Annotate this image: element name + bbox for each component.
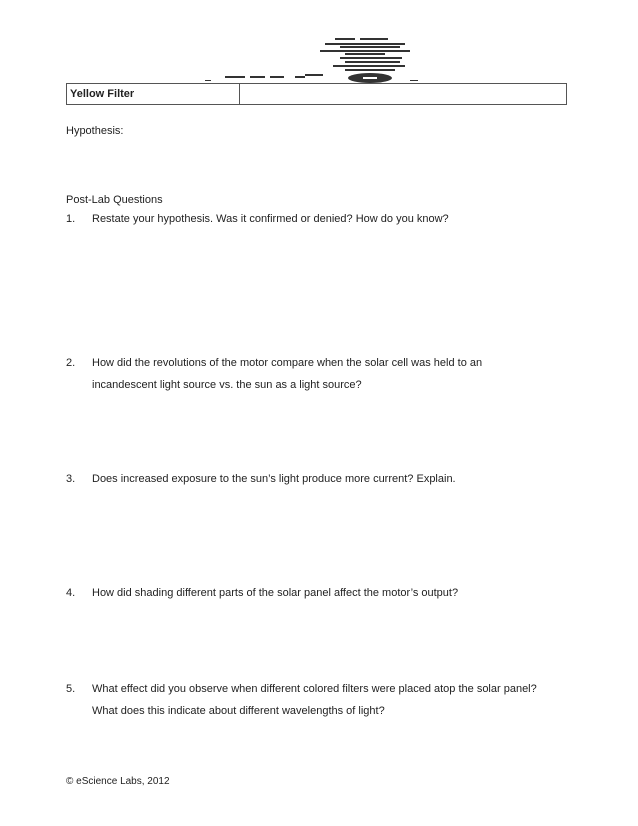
question-number: 5. [66, 683, 76, 695]
hypothesis-label: Hypothesis: [66, 125, 124, 137]
question-text: How did shading different parts of the solar panel affect the motor’s output? [92, 587, 459, 599]
question-number: 3. [66, 473, 76, 485]
question-text: What effect did you observe when different colored filters were placed atop the solar panel? [92, 683, 537, 695]
question-number: 4. [66, 587, 76, 599]
question-text: Does increased exposure to the sun’s light produce more current? Explain. [92, 473, 456, 485]
question-text: What does this indicate about different wavelengths of light? [92, 705, 385, 717]
question-number: 2. [66, 357, 76, 369]
header-artwork-icon [205, 36, 425, 84]
question-text: How did the revolutions of the motor compare when the solar cell was held to an [92, 357, 483, 369]
filter-table [66, 83, 567, 105]
question-text: Restate your hypothesis. Was it confirmed or denied? How do you know? [92, 213, 449, 225]
question-text: incandescent light source vs. the sun as a light source? [92, 379, 362, 391]
filter-label-cell: Yellow Filter [67, 84, 240, 104]
filter-value-cell[interactable] [240, 84, 566, 104]
question-number: 1. [66, 213, 76, 225]
postlab-heading: Post-Lab Questions [66, 194, 163, 206]
copyright-footer: © eScience Labs, 2012 [66, 776, 170, 787]
